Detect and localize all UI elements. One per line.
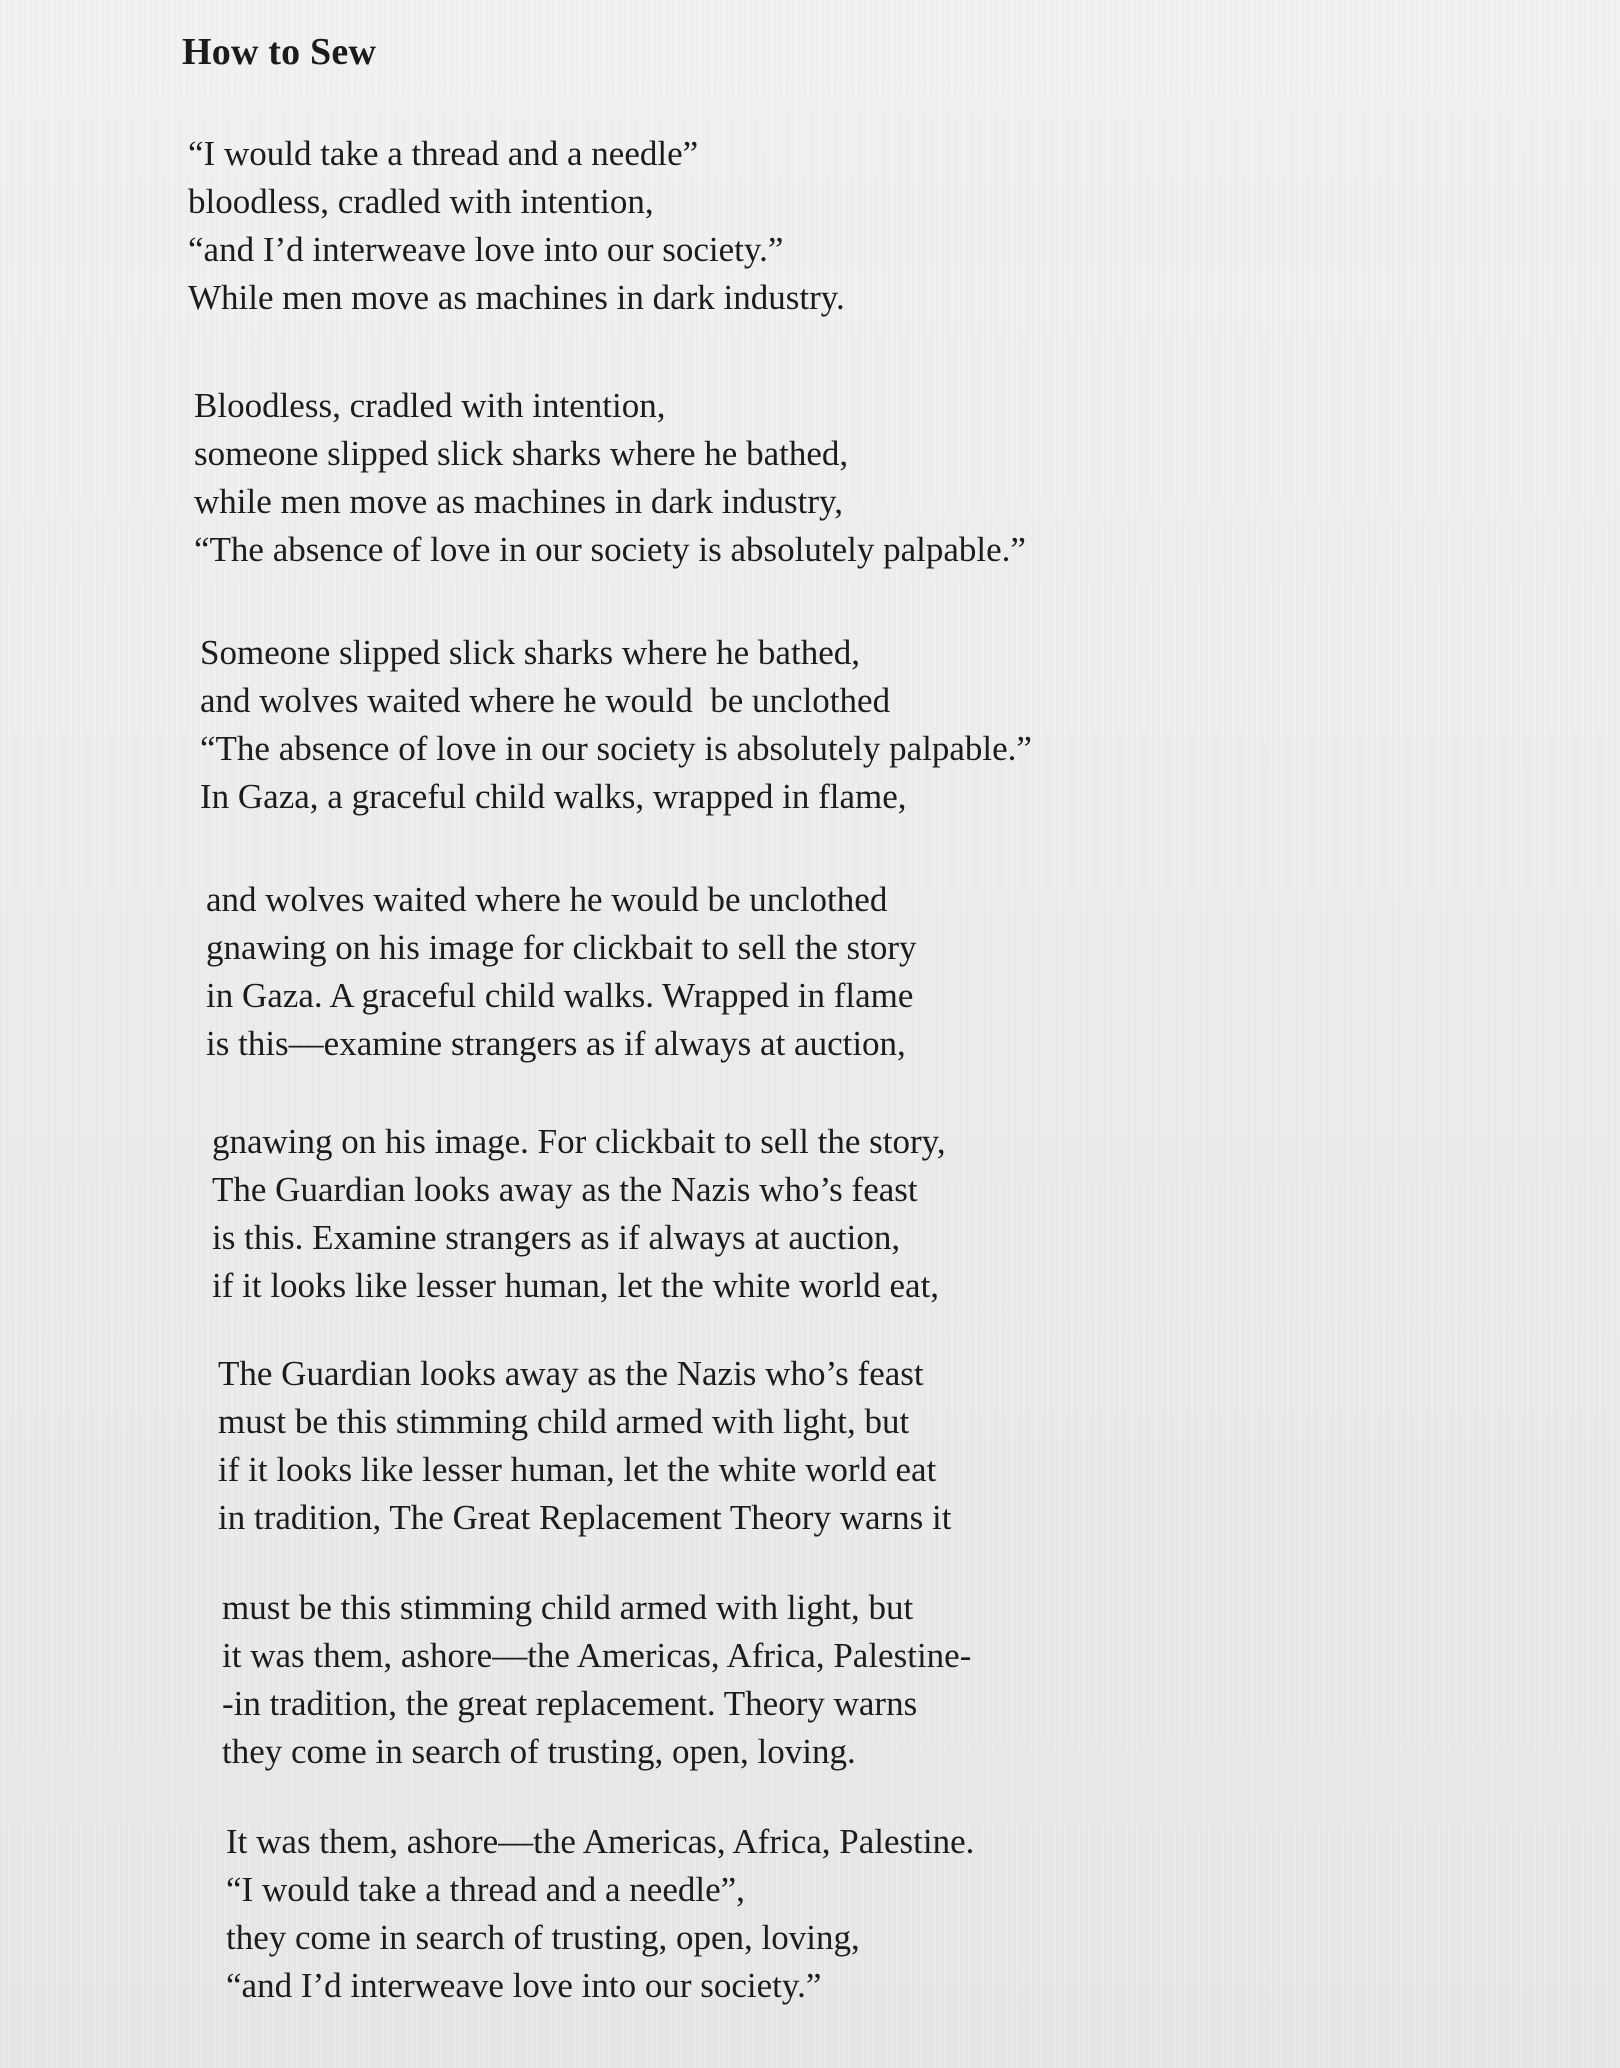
poem-line: Bloodless, cradled with intention, bbox=[194, 386, 666, 425]
poem-line: and wolves waited where he would be unclothed bbox=[200, 681, 891, 720]
poem-line: While men move as machines in dark industry. bbox=[188, 278, 845, 317]
poem-line: It was them, ashore—the Americas, Africa, Palestine. bbox=[226, 1822, 975, 1861]
poem-line: if it looks like lesser human, let the white world eat bbox=[218, 1450, 937, 1489]
poem-line: must be this stimming child armed with light, but bbox=[222, 1588, 914, 1627]
poem-line: bloodless, cradled with intention, bbox=[188, 182, 654, 221]
poem-line: someone slipped slick sharks where he bathed, bbox=[194, 434, 849, 473]
poem-line: is this—examine strangers as if always at auction, bbox=[206, 1024, 906, 1063]
poem-line: while men move as machines in dark industry, bbox=[194, 482, 843, 521]
poem-line: is this. Examine strangers as if always at auction, bbox=[212, 1218, 901, 1257]
poem-line: In Gaza, a graceful child walks, wrapped in flame, bbox=[200, 777, 907, 816]
poem-line: it was them, ashore—the Americas, Africa, Palestine- bbox=[222, 1636, 972, 1675]
poem-line: and wolves waited where he would be unclothed bbox=[206, 880, 888, 919]
poem-line: gnawing on his image. For clickbait to sell the story, bbox=[212, 1122, 946, 1161]
stanza bbox=[188, 130, 1288, 322]
poem-line: “I would take a thread and a needle”, bbox=[226, 1870, 745, 1909]
stanza bbox=[226, 1818, 1326, 2010]
stanza bbox=[212, 1118, 1312, 1310]
poem-line: in tradition, The Great Replacement Theory warns it bbox=[218, 1498, 952, 1537]
poem-line: if it looks like lesser human, let the white world eat, bbox=[212, 1266, 940, 1305]
stanza bbox=[200, 629, 1300, 821]
poem-line: -in tradition, the great replacement. Theory warns bbox=[222, 1684, 918, 1723]
stanza bbox=[206, 876, 1306, 1068]
poem-line: they come in search of trusting, open, loving. bbox=[222, 1732, 856, 1771]
poem-line: The Guardian looks away as the Nazis who’s feast bbox=[218, 1354, 924, 1393]
poem-line: they come in search of trusting, open, loving, bbox=[226, 1918, 860, 1957]
poem-line: The Guardian looks away as the Nazis who’s feast bbox=[212, 1170, 918, 1209]
stanza bbox=[222, 1584, 1322, 1776]
poem-line: “The absence of love in our society is absolutely palpable.” bbox=[194, 530, 1026, 569]
stanza bbox=[194, 382, 1294, 574]
poem-line: in Gaza. A graceful child walks. Wrapped in flame bbox=[206, 976, 914, 1015]
poem-line: “and I’d interweave love into our society.” bbox=[188, 230, 784, 269]
poem-line: gnawing on his image for clickbait to sell the story bbox=[206, 928, 917, 967]
poem-line: must be this stimming child armed with light, but bbox=[218, 1402, 910, 1441]
poem-line: “The absence of love in our society is absolutely palpable.” bbox=[200, 729, 1032, 768]
poem-line: “I would take a thread and a needle” bbox=[188, 134, 699, 173]
poem-title: How to Sew bbox=[182, 31, 377, 73]
stanza bbox=[218, 1350, 1318, 1542]
poem-line: Someone slipped slick sharks where he bathed, bbox=[200, 633, 860, 672]
poem-line: “and I’d interweave love into our society.” bbox=[226, 1966, 822, 2005]
